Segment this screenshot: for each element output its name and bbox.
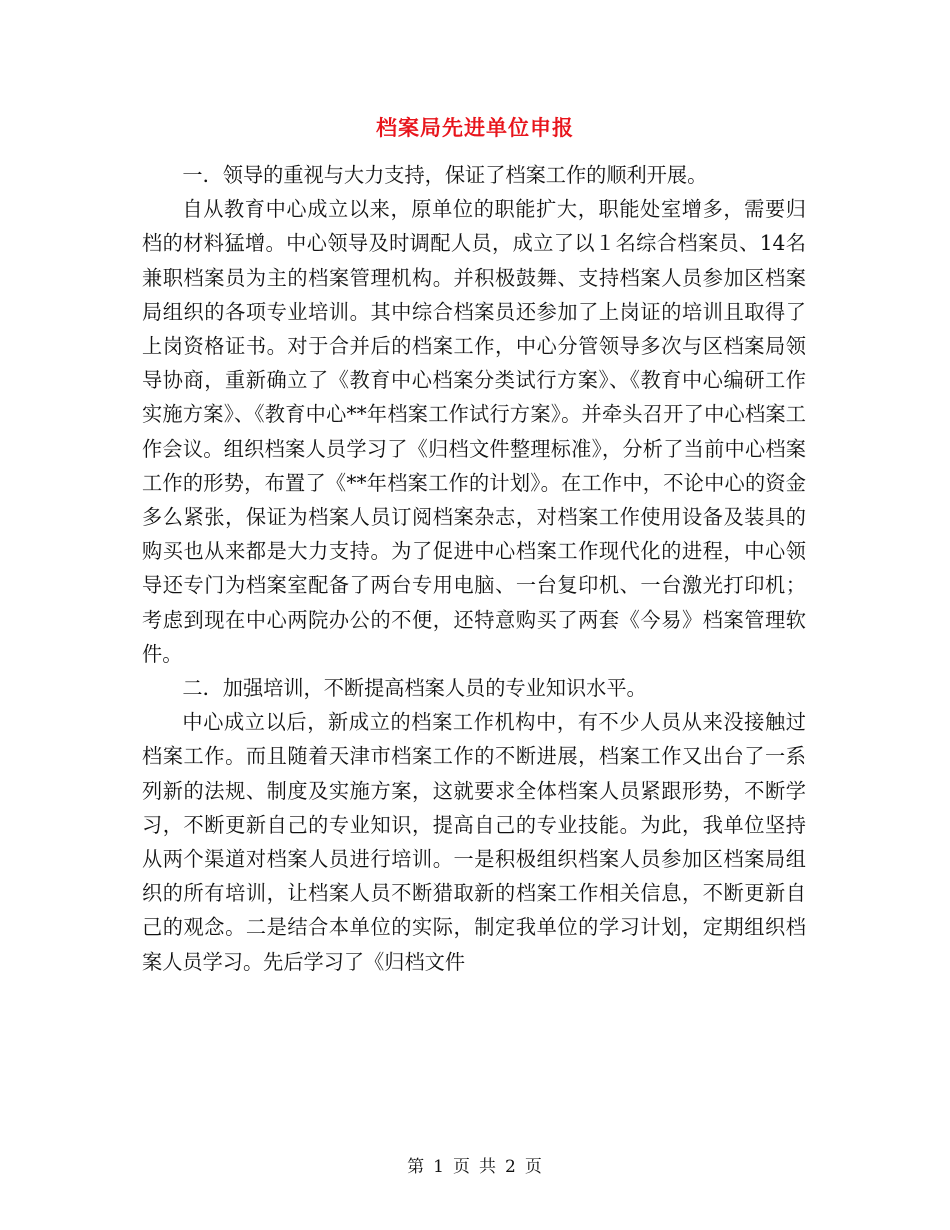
footer-page-number: 1 (433, 1157, 445, 1177)
section-heading-2: 二．加强培训，不断提高档案人员的专业知识水平。 (182, 676, 647, 701)
footer-total-label: 共 (479, 1157, 497, 1177)
page-footer (0, 1152, 950, 1177)
footer-suffix: 页 (524, 1157, 543, 1177)
document-title: 档案局先进单位申报 (376, 115, 574, 140)
body-paragraph-1: 自从教育中心成立以来，原单位的职能扩大，职能处室增多，需要归档的材料猛增。中心领导及时调配人员，成立了以１名综合档案员、14名兼职档案员为主的档案管理机构。并积极鼓舞、支持档案人员参加区档案局组织的各项专业培训。其中综合档案员还参加了上岗证的培训且取得了上岗资格证书。对于合并后的档案工作，中心分管领导多次与区档案局领导协商，重新确立了《教育中心档案分类试行方案》、《教育中心编研工作实施方案》、《教育中心**年档案工作试行方案》。并牵头召开了中心档案工作会议。组织档案人员学习了《归档文件整理标准》，分析了当前中心档案工作的形势，布置了《**年档案工作的计划》。在工作中，不论中心的资金多么紧张，保证为档案人员订阅档案杂志，对档案工作使用设备及装具的购买也从来都是大力支持。为了促进中心档案工作现代化的进程，中心领导还专门为档案室配备了两台专用电脑、一台复印机、一台激光打印机；考虑到现在中心两院办公的不便，还特意购买了两套《今易》档案管理软件。 (142, 197, 806, 666)
document-body (142, 158, 806, 979)
footer-total-pages: 2 (505, 1157, 517, 1177)
footer-page-label: 页 (453, 1157, 471, 1177)
section-heading-1: 一．领导的重视与大力支持，保证了档案工作的顺利开展。 (182, 163, 708, 187)
body-paragraph-2: 中心成立以后，新成立的档案工作机构中，有不少人员从来没接触过档案工作。而且随着天津市档案工作的不断进展，档案工作又出台了一系列新的法规、制度及实施方案，这就要求全体档案人员紧跟形势，不断学习，不断更新自己的专业知识，提高自己的专业技能。为此，我单位坚持从两个渠道对档案人员进行培训。一是积极组织档案人员参加区档案局组织的所有培训，让档案人员不断猎取新的档案工作相关信息，不断更新自己的观念。二是结合本单位的实际，制定我单位的学习计划，定期组织档案人员学习。先后学习了《归档文件 (142, 710, 806, 974)
footer-prefix: 第 (407, 1157, 426, 1177)
